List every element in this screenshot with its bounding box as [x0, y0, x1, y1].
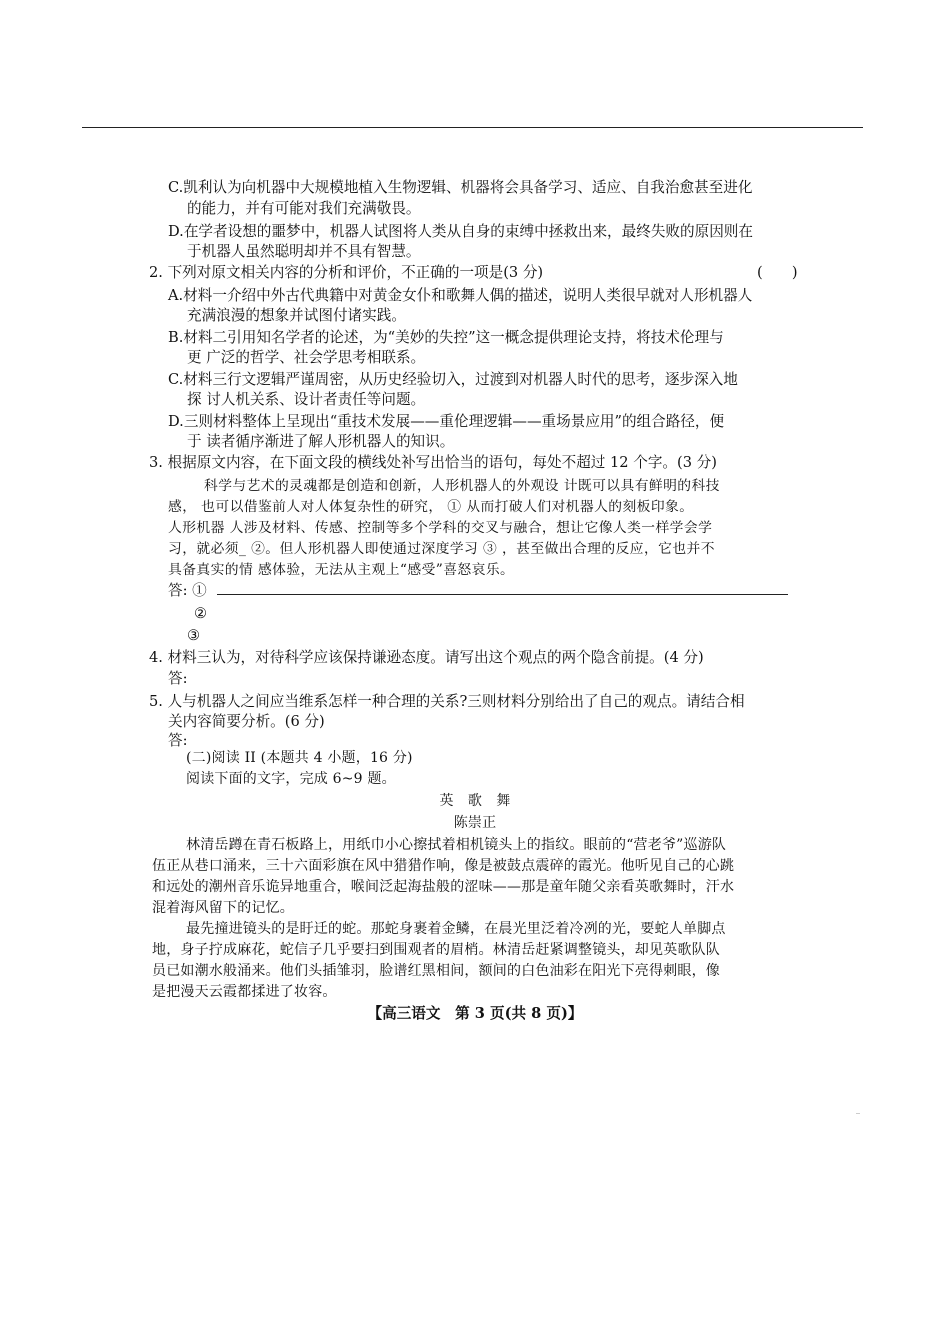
- q5-answer-label: 答:: [168, 732, 188, 749]
- q3-passage-line4: 习，就必须_ ②。但人形机器人即使通过深度学习 ③ ，甚至做出合理的反应，它也并不: [168, 541, 715, 557]
- scan-speck: [856, 1113, 860, 1114]
- story-para2-line4: 是把漫天云霞都揉进了妆容。: [152, 984, 337, 1000]
- header-rule: [82, 127, 863, 128]
- q2-option-d-line2: 于 读者循序渐进了解人形机器人的知识。: [187, 433, 455, 450]
- q4-answer-label: 答:: [168, 670, 188, 687]
- story-para2-line1: 最先撞进镜头的是盱迁的蛇。那蛇身裹着金鳞，在晨光里泛着冷冽的光，要蛇人单脚点: [186, 921, 726, 937]
- q2-option-a-line1: A.材料一介绍中外古代典籍中对黄金女仆和歌舞人偶的描述，说明人类很早就对人形机器人: [168, 287, 753, 304]
- reading2-instruction: 阅读下面的文字，完成 6~9 题。: [186, 771, 396, 787]
- q2-stem: 2. 下列对原文相关内容的分析和评价，不正确的一项是(3 分): [149, 264, 544, 281]
- story-para2-line2: 地，身子拧成麻花，蛇信子几乎要扫到围观者的眉梢。林清岳赶紧调整镜头，却见英歌队队: [152, 942, 720, 958]
- q3-passage-line1: 科学与艺术的灵魂都是创造和创新，人形机器人的外观设 计既可以具有鲜明的科技: [204, 478, 720, 494]
- q1-option-d-line1: D.在学者设想的噩梦中，机器人试图将人类从自身的束缚中拯救出来，最终失败的原因则在: [168, 223, 753, 240]
- q3-blank-3-marker: ③: [187, 627, 201, 644]
- q2-option-a-line2: 充满浪漫的想象并试图付诸实践。: [187, 307, 406, 324]
- q5-stem-line2: 关内容简要分析。(6 分): [168, 713, 325, 730]
- q3-answer-blank-1[interactable]: [217, 594, 788, 595]
- q1-option-d-line2: 于机器人虽然聪明却并不具有智慧。: [187, 243, 421, 260]
- story-para1-line1: 林清岳蹲在青石板路上，用纸巾小心擦拭着相机镜头上的指纹。眼前的“营老爷”巡游队: [186, 837, 727, 853]
- q2-option-d-line1: D.三则材料整体上呈现出“重技术发展——重伦理逻辑——重场景应用”的组合路径，便: [168, 413, 725, 430]
- q5-stem-line1: 5. 人与机器人之间应当维系怎样一种合理的关系?三则材料分别给出了自己的观点。请结合相: [149, 693, 745, 710]
- story-para2-line3: 员已如潮水般涌来。他们头插雏羽，脸谱红黑相间，额间的白色油彩在阳光下亮得刺眼，像: [152, 963, 720, 979]
- story-para1-line2: 伍正从巷口涌来，三十六面彩旗在风中猎猎作响，像是被鼓点震碎的霞光。他听见自己的心跳: [152, 858, 735, 874]
- story-title: 英 歌 舞: [439, 793, 511, 809]
- reading2-heading: (二)阅读 II (本题共 4 小题，16 分): [186, 750, 413, 766]
- q2-option-b-line1: B.材料二引用知名学者的论述，为“美妙的失控”这一概念提供理论支持，将技术伦理与: [168, 329, 724, 346]
- q2-answer-bracket: ( ): [757, 264, 798, 281]
- story-author: 陈崇正: [453, 815, 497, 831]
- q3-stem: 3. 根据原文内容，在下面文段的横线处补写出恰当的语句，每处不超过 12 个字。(3 分): [149, 454, 717, 471]
- q3-answer-label: 答: ①: [168, 582, 207, 599]
- page-footer: 【高三语文 第 3 页(共 8 页)】: [367, 1005, 583, 1022]
- q4-stem: 4. 材料三认为，对待科学应该保持谦逊态度。请写出这个观点的两个隐含前提。(4 分): [149, 649, 704, 666]
- q3-passage-line3: 人形机器 人涉及材料、传感、控制等多个学科的交叉与融合，想让它像人类一样学会学: [168, 520, 713, 536]
- story-para1-line4: 混着海风留下的记忆。: [152, 900, 294, 916]
- story-para1-line3: 和远处的潮州音乐诡异地重合，喉间泛起海盐般的涩味——那是童年随父亲看英歌舞时，汗水: [152, 879, 735, 895]
- q2-option-b-line2: 更 广泛的哲学、社会学思考相联系。: [187, 349, 426, 366]
- q3-passage-line2: 感， 也可以借鉴前人对人体复杂性的研究， ① 从而打破人们对机器人的刻板印象。: [168, 499, 694, 515]
- q2-option-c-line1: C.材料三行文逻辑严谨周密，从历史经验切入，过渡到对机器人时代的思考，逐步深入地: [168, 371, 738, 388]
- q2-option-c-line2: 探 讨人机关系、设计者责任等问题。: [187, 391, 426, 408]
- q3-blank-2-marker: ②: [194, 605, 208, 622]
- q3-passage-line5: 具备真实的情 感体验，无法从主观上“感受”喜怒哀乐。: [168, 562, 515, 578]
- q1-option-c-line2: 的能力，并有可能对我们充满敬畏。: [187, 200, 421, 217]
- q1-option-c-line1: C.凯利认为向机器中大规模地植入生物逻辑、机器将会具备学习、适应、自我治愈甚至进化: [168, 179, 753, 196]
